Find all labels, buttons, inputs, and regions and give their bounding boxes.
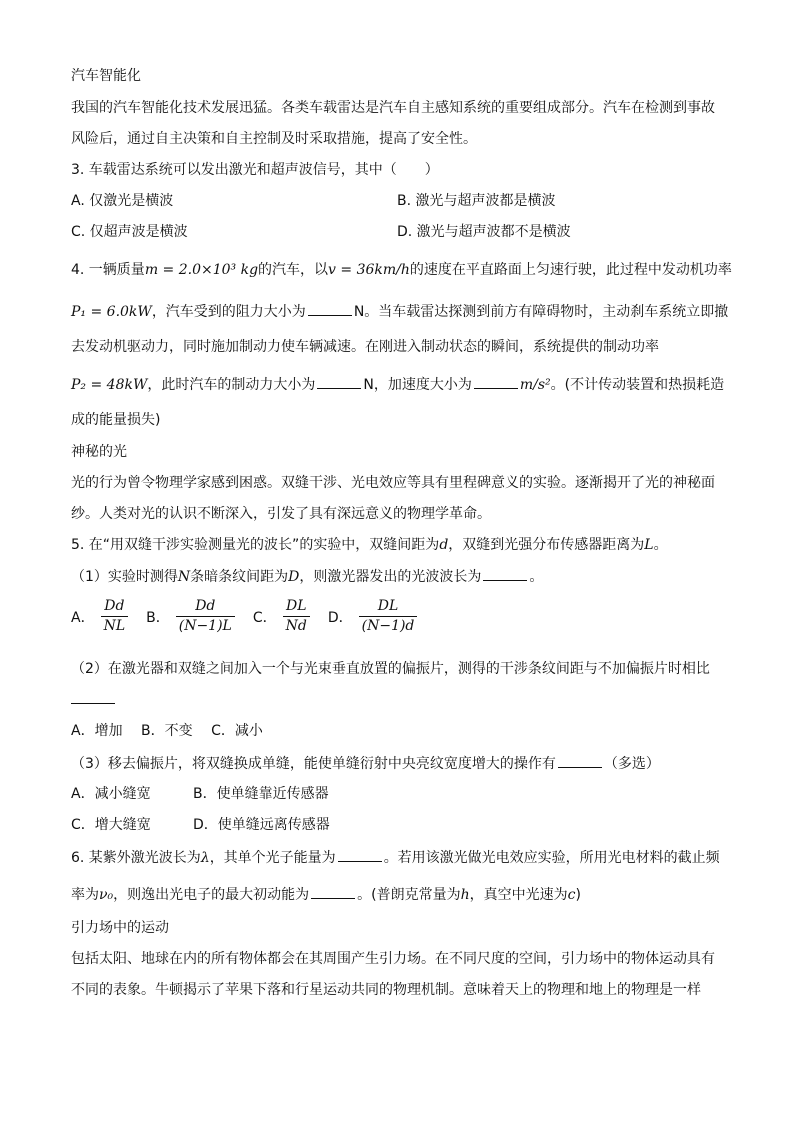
question-5-sub3-option-d: D．使单缝远离传感器: [193, 817, 330, 833]
denominator: NL: [101, 616, 129, 635]
question-5-sub2: （2）在激光器和双缝之间加入一个与光束垂直放置的偏振片，测得的干涉条纹间距与不加偏振片时相比: [71, 661, 710, 677]
answer-blank[interactable]: [483, 566, 527, 581]
question-3-option-d: D. 激光与超声波都不是横波: [397, 224, 571, 240]
question-5-sub3-option-c: C．增大缝宽: [71, 817, 151, 833]
numerator: DL: [285, 598, 307, 614]
q6-text: 率为: [71, 887, 99, 903]
section-title-smart-car: 汽车智能化: [71, 68, 141, 84]
question-4-line2: [71, 301, 728, 322]
q6-text: 。若用该激光做光电效应实验，所用光电材料的截止频: [383, 850, 720, 866]
answer-blank[interactable]: [311, 884, 355, 899]
q4-text: ，此时汽车的制动力大小为: [147, 377, 316, 393]
option-label: D．: [327, 609, 353, 626]
denominator: (N−1)L: [176, 616, 235, 635]
section-intro-line1: 我国的汽车智能化技术发展迅猛。各类车载雷达是汽车自主感知系统的重要组成部分。汽车在检测到事故: [71, 100, 715, 116]
q6-h: h: [460, 887, 470, 903]
question-6-line1: [71, 847, 720, 868]
q5-text: 。: [529, 569, 544, 585]
q4-speed: v = 36km/h: [328, 262, 410, 278]
q6-nu0: ν₀: [99, 887, 114, 903]
q6-text: ，真空中光速为: [469, 887, 568, 903]
q5-var-d-upper: D: [288, 569, 300, 585]
question-4-line5: 成的能量损失): [71, 412, 161, 428]
question-5-sub2-blank: [71, 690, 115, 710]
question-3-option-c: C. 仅超声波是横波: [71, 224, 188, 240]
answer-blank[interactable]: [338, 847, 382, 862]
fraction: [176, 598, 235, 635]
section-intro-line2: 纱。人类对光的认识不断深入，引发了具有深远意义的物理学革命。: [71, 506, 491, 522]
q4-unit: m/s²: [519, 377, 551, 393]
q4-text: 。(不计传动装置和热损耗造: [550, 377, 725, 393]
denominator: Nd: [283, 616, 310, 635]
q4-text: 的速度在平直路面上匀速行驶，此过程中发动机功率: [409, 262, 732, 278]
answer-blank[interactable]: [474, 374, 518, 389]
question-4-line3: 去发动机驱动力，同时施加制动力使车辆减速。在刚进入制动状态的瞬间，系统提供的制动功率: [71, 339, 659, 355]
q5-var-d: d: [439, 537, 449, 553]
question-5-sub3-option-a: A．减小缝宽: [71, 786, 151, 802]
q6-c: c: [567, 887, 576, 903]
question-5-sub2-options: A．增加 B．不变 C．减小: [71, 723, 263, 739]
question-5-sub3-option-b: B．使单缝靠近传感器: [193, 786, 329, 802]
q4-power2: P₂ = 48kW: [71, 377, 148, 393]
answer-blank[interactable]: [71, 693, 115, 704]
question-4-line1: [71, 260, 732, 280]
q6-text: ，则逸出光电子的最大初动能为: [113, 887, 310, 903]
question-3-option-b: B. 激光与超声波都是横波: [397, 193, 556, 209]
answer-blank[interactable]: [317, 374, 361, 389]
q6-text: 6. 某紫外激光波长为: [71, 850, 201, 866]
question-3-option-a: A. 仅激光是横波: [71, 193, 174, 209]
question-5-fraction-options: [71, 598, 421, 635]
q5-text: 条暗条纹间距为: [190, 569, 289, 585]
question-3-stem: 3. 车载雷达系统可以发出激光和超声波信号，其中（ ）: [71, 162, 439, 178]
numerator: DL: [377, 598, 399, 614]
q4-mass: m = 2.0×10³ kg: [144, 262, 259, 278]
q5-text: （1）实验时测得: [71, 569, 178, 585]
section-intro-line2: 风险后，通过自主决策和自主控制及时采取措施，提高了安全性。: [71, 131, 477, 147]
q5-text: 。: [653, 537, 668, 553]
section-intro-line1: 光的行为曾令物理学家感到困惑。双缝干涉、光电效应等具有里程碑意义的实验。逐渐揭开了光的神秘面: [71, 475, 715, 491]
answer-blank[interactable]: [308, 301, 352, 316]
numerator: Dd: [195, 598, 216, 614]
q6-text: 。(普朗克常量为: [357, 887, 461, 903]
option-label: A．: [71, 609, 95, 626]
numerator: Dd: [104, 598, 125, 614]
q5-var-l: L: [644, 537, 654, 553]
q4-text: N，加速度大小为: [363, 377, 472, 393]
question-5-sub3: [71, 753, 660, 774]
q5-var-n: N: [177, 569, 191, 585]
question-4-line4: [71, 374, 724, 395]
q5-text: （多选）: [603, 756, 660, 772]
section-intro-line1: 包括太阳、地球在内的所有物体都会在其周围产生引力场。在不同尺度的空间，引力场中的物体运动具有: [71, 951, 715, 967]
question-5-sub1: [71, 566, 543, 587]
q4-power1: P₁ = 6.0kW: [71, 304, 152, 320]
q5-text: （3）移去偏振片，将双缝换成单缝，能使单缝衍射中央亮纹宽度增大的操作有: [71, 756, 556, 772]
denominator: (N−1)d: [359, 616, 418, 635]
q6-text: ，其单个光子能量为: [209, 850, 336, 866]
q5-text: 5. 在“用双缝干涉实验测量光的波长”的实验中，双缝间距为: [71, 537, 440, 553]
fraction: [359, 598, 418, 635]
q5-text: ，双缝到光强分布传感器距离为: [448, 537, 645, 553]
q4-text: ，汽车受到的阻力大小为: [151, 304, 306, 320]
q6-text: ): [575, 887, 581, 903]
answer-blank[interactable]: [558, 753, 602, 768]
fraction: [283, 598, 310, 635]
section-intro-line2: 不同的表象。牛顿揭示了苹果下落和行星运动共同的物理机制。意味着天上的物理和地上的物理是一样: [71, 982, 701, 998]
q4-text: 4. 一辆质量: [71, 262, 145, 278]
q4-text: N。当车载雷达探测到前方有障碍物时，主动刹车系统立即撤: [353, 304, 729, 320]
fraction: [101, 598, 129, 635]
option-label: B．: [146, 609, 170, 626]
question-6-line2: [71, 884, 581, 905]
option-label: C．: [252, 609, 277, 626]
section-title-gravity: 引力场中的运动: [71, 920, 169, 936]
q4-text: 的汽车，以: [258, 262, 329, 278]
q6-lambda: λ: [200, 850, 210, 866]
section-title-mysterious-light: 神秘的光: [71, 444, 127, 460]
question-5-stem: [71, 535, 668, 555]
q5-text: ，则激光器发出的光波波长为: [299, 569, 482, 585]
